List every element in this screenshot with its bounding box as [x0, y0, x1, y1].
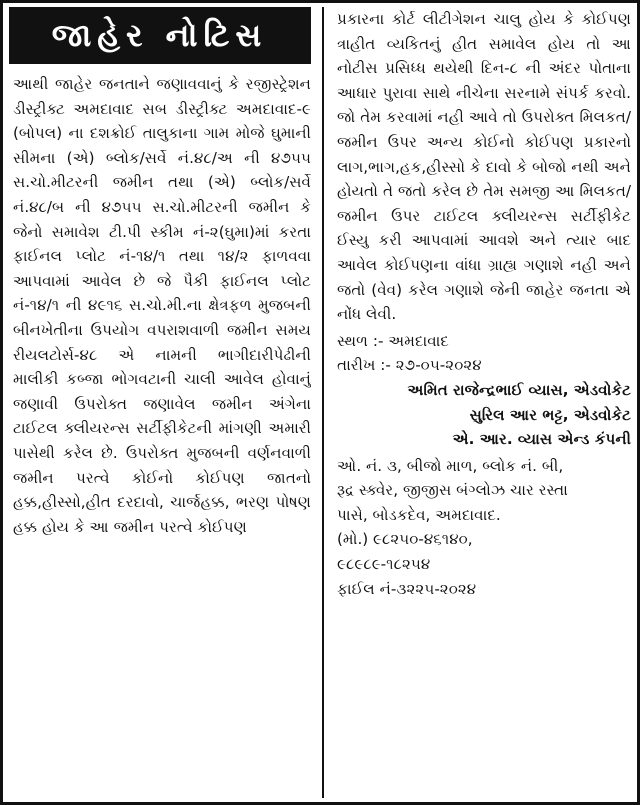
notice-body-right: પ્રકારના કોર્ટ લીટીગેશન ચાલુ હોય કે કોઈપણ ત્રાહીત વ્યકિતનું હીત સમાવેલ હોય તો આ નોટીસ પ્રસિધ્ધ થયેથી દિન-૮ ની અંદર પોતાના આધાર પુરાવા સાથે નીચેના સરનામે સંપર્ક કરવો. જો તેમ કરવામાં નહી આવે તો ઉપરોક્ત મિલકત/જમીન ઉપર અન્ય કોઈનો કોઈપણ પ્રકારનો લાગ,ભાગ,હક,હીસ્સો કે દાવો કે બોજો નથી અને હોયતો તે જતો કરેલ છે તેમ સમજી આ મિલકત/જમીન ઉપર ટાઈટલ ક્લીયરન્સ સર્ટીફીકેટ ઈસ્યુ કરી આપવામાં આવશે અને ત્યાર બાદ આવેલ કોઈપણના વાંધા ગ્રાહ્ય ગણાશે નહી અને જતો (વેવ) કરેલ ગણાશે જેની જાહેર જનતા એ નોંધ લેવી. [337, 10, 631, 324]
notice-meta [337, 329, 631, 378]
phone-line: ૯૮૯૮૯-૧૮૨૫૪ [337, 555, 431, 574]
notice-right-column [337, 7, 631, 798]
column-divider [322, 7, 324, 798]
notice-left-column [9, 7, 311, 798]
notice-title: જાહેર નોટિસ [9, 7, 311, 64]
file-number: ફાઈલ નં-૩૨૨૫-૨૦૨૪ [337, 579, 477, 598]
address-line: ઓ. નં. ૩, બીજો માળ, બ્લોક નં. બી, [337, 456, 564, 475]
notice-body-left: આથી જાહેર જનતાને જણાવવાનું કે રજીસ્ટ્રેશન ડીસ્ટ્રીક્ટ અમદાવાદ સબ ડીસ્ટ્રીક્ટ અમદાવાદ-૯ (બોપલ) ના દશક્રોઈ તાલુકાના ગામ મોજે ઘુમાની સીમના (એ) બ્લોક/સર્વે નં.૪૮/અ ની ૪૭૫૫ સ.ચો.મીટરની જમીન તથા (એ) બ્લોક/સર્વે નં.૪૮/બ ની ૪૭૫૫ સ.ચો.મીટરની જમીન કે જેનો સમાવેશ ટી.પી સ્કીમ નં-૨(ઘુમા)માં કરતા ફાઈનલ પ્લોટ નં-૧૪/૧ તથા ૧૪/૨ ફાળવવા આપવામાં આવેલ છે જે પૈકી ફાઈનલ પ્લોટ નં-૧૪/૧ ની ૪૯૧૬ સ.ચો.મી.ના ક્ષેત્રફળ મુજબની બીનખેતીના ઉપયોગ વપરાશવાળી જમીન સમય રીયલટોર્સ-૪૮ એ નામની ભાગીદારીપેઢીની માલીકી કબ્જા ભોગવટાની ચાલી આવેલ હોવાનું જણાવી ઉપરોક્ત જણાવેલ જમીન અંગેના ટાઈટલ ક્લીયરન્સ સર્ટીફીકેટની માંગણી અમારી પાસેથી કરેલ છે. ઉપરોક્ત મુજબની વર્ણનવાળી જમીન પરત્વે કોઈનો કોઈપણ જાતનો હક્ક,હીસ્સો,હીત દરદાવો, ચાર્જહક્ક, ભરણ પોષણ હક્ક હોય કે આ જમીન પરત્વે કોઈપણ [13, 75, 311, 536]
address-block [337, 454, 631, 602]
address-line: રૂદ્ર સ્ક્વેર, જીજીસ બંગ્લોઝ ચાર રસ્તા [337, 481, 568, 500]
signatory-block [337, 378, 631, 452]
signatory-name: અમિત રાજેન્દ્રભાઈ વ્યાસ, એડવોકેટ [407, 380, 631, 399]
signatory-name: સુરિલ આર ભટ્ટ, એડવોકેટ [469, 405, 631, 424]
signatory-firm: એ. આર. વ્યાસ એન્ડ કંપની [452, 430, 631, 449]
phone-line: (મો.) ૯૮૨૫૦-૪૬૧૪૦, [337, 530, 473, 549]
notice-date: તારીખ :- ૨૭-૦૫-૨૦૨૪ [337, 356, 482, 375]
address-line: પાસે, બોડકદેવ, અમદાવાદ. [337, 505, 501, 524]
notice-place: સ્થળ :- અમદાવાદ [337, 331, 449, 350]
